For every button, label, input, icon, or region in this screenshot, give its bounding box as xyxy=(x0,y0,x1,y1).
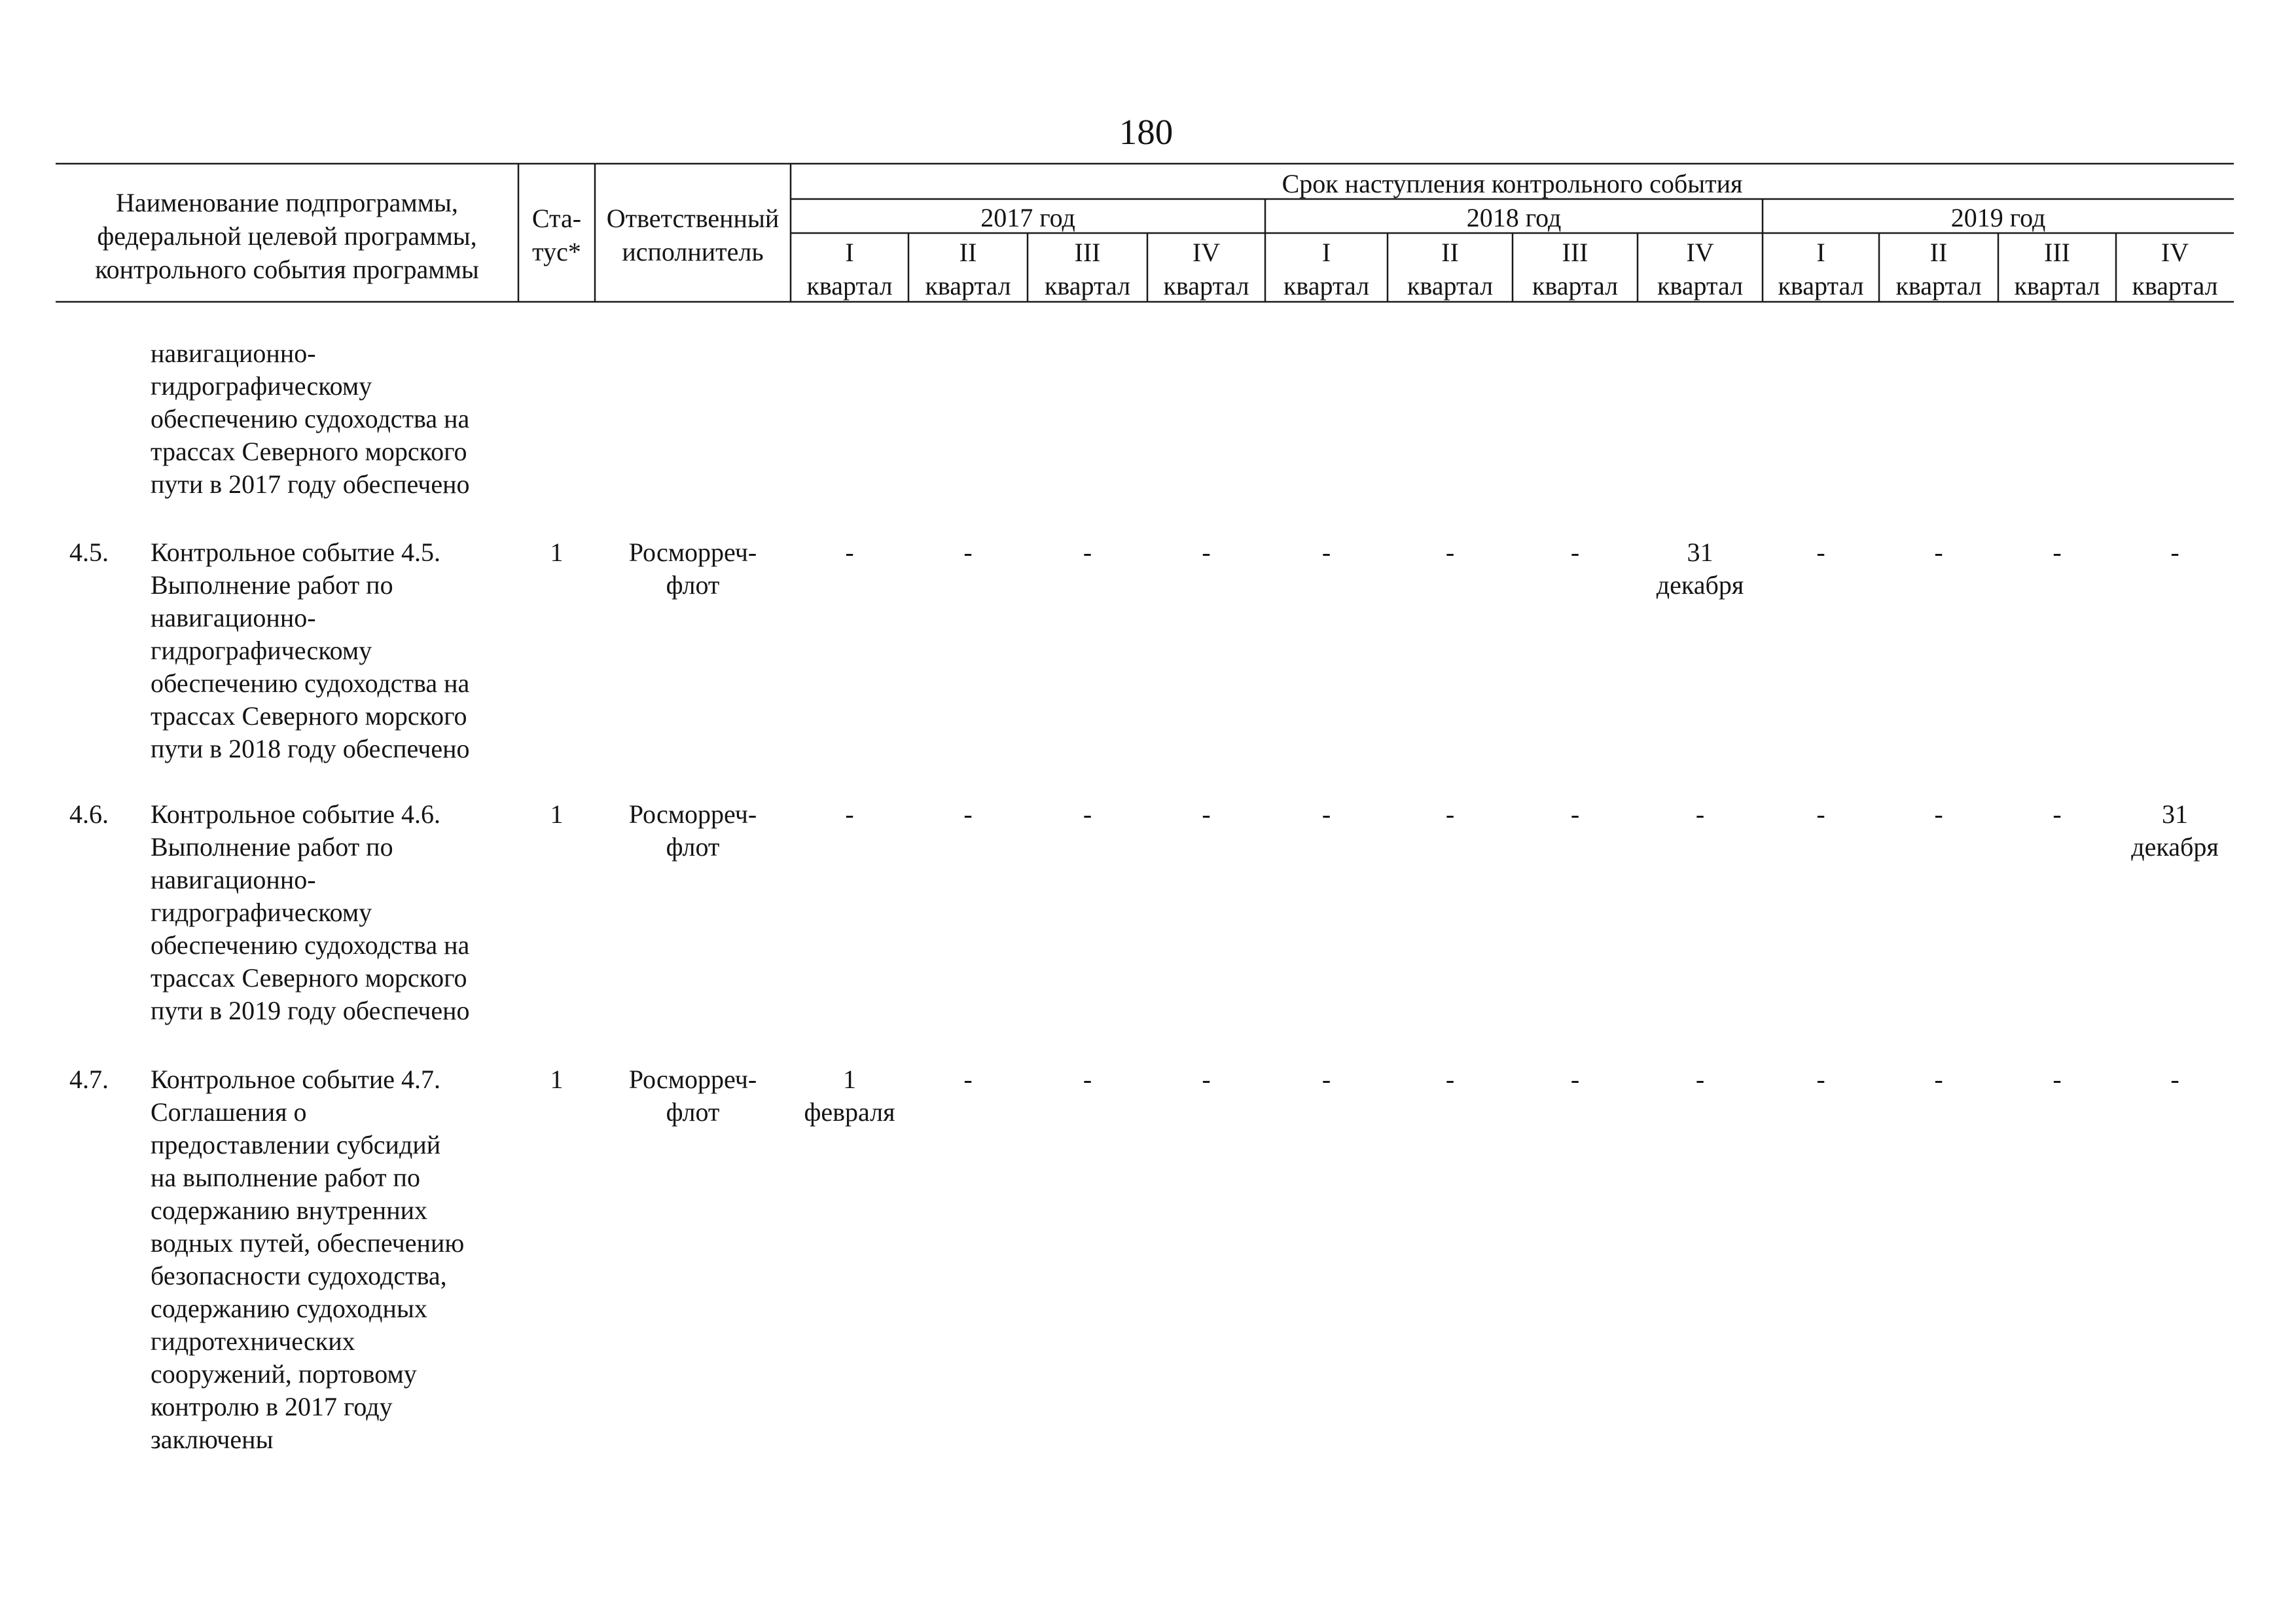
row-quarter-value: - xyxy=(2053,538,2062,567)
row-description: навигационно- гидрографическому обеспечению судоходства на трассах Северного морского пути в 2017 году обеспечено xyxy=(151,338,470,499)
header-quarter: IV квартал xyxy=(1657,237,1744,301)
header-quarter: IV квартал xyxy=(2132,237,2218,301)
row-quarter-value: - xyxy=(1934,538,1943,567)
header-status-column: Ста- тус* xyxy=(531,204,582,266)
header-quarter: III квартал xyxy=(2014,237,2100,301)
row-quarter-value: 1 февраля xyxy=(804,1065,895,1127)
row-quarter-value: 31 декабря xyxy=(1656,538,1744,600)
row-description: Контрольное событие 4.7. Соглашения о предоставлении субсидий на выполнение работ по содержанию внутренних водных путей, обеспечению безопасности судоходства, содержанию судоходных гидротехнических сооружений, портовому контролю в 2017 году заключены xyxy=(151,1065,465,1454)
header-quarter: III квартал xyxy=(1044,237,1131,301)
row-number: 4.5. xyxy=(69,538,109,567)
row-quarter-value: - xyxy=(963,1065,973,1094)
row-description: Контрольное событие 4.6. Выполнение работ по навигационно- гидрографическому обеспечению судоходства на трассах Северного морского пути в 2019 году обеспечено xyxy=(151,799,470,1025)
row-quarter-value: - xyxy=(1083,799,1092,829)
row-status: 1 xyxy=(550,799,564,829)
header-quarter: I квартал xyxy=(1283,237,1370,301)
header-quarter: IV квартал xyxy=(1163,237,1249,301)
row-quarter-value: - xyxy=(1445,1065,1455,1094)
row-quarter-value: - xyxy=(1202,538,1211,567)
header-year: 2017 год xyxy=(980,202,1075,232)
row-quarter-value: - xyxy=(2053,1065,2062,1094)
row-quarter-value: - xyxy=(1321,1065,1331,1094)
row-status: 1 xyxy=(550,538,564,567)
row-quarter-value: - xyxy=(2170,1065,2179,1094)
header-year: 2018 год xyxy=(1466,202,1562,232)
row-quarter-value: - xyxy=(1570,1065,1580,1094)
table-row-continuation xyxy=(0,337,2296,501)
row-quarter-value: - xyxy=(1934,1065,1943,1094)
row-description: Контрольное событие 4.5. Выполнение работ по навигационно- гидрографическому обеспечению судоходства на трассах Северного морского пути в 2018 году обеспечено xyxy=(151,538,470,763)
row-quarter-value: - xyxy=(2053,799,2062,829)
row-quarter-value: - xyxy=(845,538,854,567)
row-quarter-value: - xyxy=(1570,799,1580,829)
row-status: 1 xyxy=(550,1065,564,1094)
row-quarter-value: - xyxy=(1321,799,1331,829)
page-number: 180 xyxy=(1119,112,1174,152)
row-quarter-value: - xyxy=(845,799,854,829)
row-quarter-value: - xyxy=(1816,1065,1825,1094)
row-quarter-value: 31 декабря xyxy=(2131,799,2219,862)
row-quarter-value: - xyxy=(963,799,973,829)
row-quarter-value: - xyxy=(1202,799,1211,829)
row-quarter-value: - xyxy=(1321,538,1331,567)
header-deadline-group: Срок наступления контрольного события xyxy=(1282,168,1743,198)
table-row xyxy=(0,536,2296,765)
header-year: 2019 год xyxy=(1950,202,2046,232)
row-quarter-value: - xyxy=(1816,538,1825,567)
row-quarter-value: - xyxy=(1816,799,1825,829)
header-executor-column: Ответственный исполнитель xyxy=(606,204,780,266)
row-executor: Росморреч- флот xyxy=(628,1065,757,1127)
table-row xyxy=(0,798,2296,1027)
row-quarter-value: - xyxy=(1083,538,1092,567)
row-quarter-value: - xyxy=(1083,1065,1092,1094)
row-quarter-value: - xyxy=(1934,799,1943,829)
table-row xyxy=(0,1063,2296,1456)
header-quarter: I квартал xyxy=(1778,237,1864,301)
header-quarter: II квартал xyxy=(1407,237,1494,301)
row-quarter-value: - xyxy=(2170,538,2179,567)
header-quarter: III квартал xyxy=(1532,237,1619,301)
row-quarter-value: - xyxy=(1202,1065,1211,1094)
header-name-column: Наименование подпрограммы, федеральной целевой программы, контрольного события программы xyxy=(95,187,479,284)
header-quarter: I квартал xyxy=(806,237,893,301)
row-executor: Росморреч- флот xyxy=(628,799,757,862)
row-number: 4.6. xyxy=(69,799,109,829)
row-executor: Росморреч- флот xyxy=(628,538,757,600)
header-quarter: II квартал xyxy=(1895,237,1982,301)
row-quarter-value: - xyxy=(963,538,973,567)
row-quarter-value: - xyxy=(1695,799,1705,829)
row-number: 4.7. xyxy=(69,1065,109,1094)
row-quarter-value: - xyxy=(1570,538,1580,567)
header-quarter: II квартал xyxy=(925,237,1011,301)
row-quarter-value: - xyxy=(1445,799,1455,829)
row-quarter-value: - xyxy=(1445,538,1455,567)
row-quarter-value: - xyxy=(1695,1065,1705,1094)
